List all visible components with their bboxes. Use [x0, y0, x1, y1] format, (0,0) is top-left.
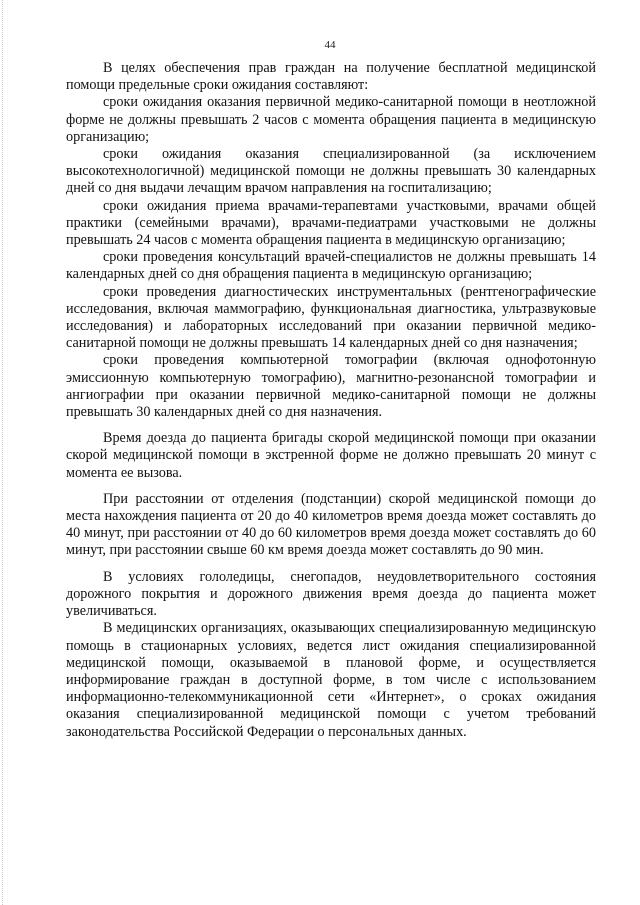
paragraph-district-doctors: сроки ожидания приема врачами-терапевтами участковыми, врачами общей практики (семейными врачами), врачами-педиатрами участковыми не должны превышать 24 часов с момента обращения пациента в медицинскую организацию; — [66, 197, 596, 249]
paragraph-specialized-care: сроки ожидания оказания специализированной (за исключением высокотехнологичной) медицинской помощи не должны превышать 30 календарных дней со дня выдачи лечащим врачом направления на госпитализацию; — [66, 146, 596, 197]
scan-edge-line — [2, 0, 4, 905]
paragraph-primary-care-urgent: сроки ожидания оказания первичной медико-санитарной помощи в неотложной форме не должны превышать 2 часов с момента обращения пациента в медицинскую организацию; — [66, 94, 596, 145]
paragraph-diagnostics: сроки проведения диагностических инструментальных (рентгенографические исследования, включая маммографию, функциональная диагностика, ультразвуковые исследования) и лабораторных исследований при оказании первичной медико-санитарной помощи не должны превышать 14 календарных дней со дня назначения; — [66, 283, 596, 352]
paragraph-intro: В целях обеспечения прав граждан на получение бесплатной медицинской помощи предельные сроки ожидания составляют: — [66, 60, 596, 94]
paragraph-specialist-consultations: сроки проведения консультаций врачей-специалистов не должны превышать 14 календарных дней со дня обращения пациента в медицинскую организацию; — [66, 249, 596, 283]
paragraph-ambulance-distance: При расстоянии от отделения (подстанции) скорой медицинской помощи до места нахождения пациента от 20 до 40 километров время доезда может составлять до 40 минут, при расстоянии от 40 до 60 километров время доезда может составлять до 60 минут, при расстоянии свыше 60 км время доезда может составлять до 90 мин. — [66, 490, 596, 559]
paragraph-waiting-list: В медицинских организациях, оказывающих специализированную медицинскую помощь в стационарных условиях, ведется лист ожидания специализированной медицинской помощи, оказываемой в плановой форме, и осуществляется информирование граждан в доступной форме, в том числе с использованием информационно-телекоммуникационной сети «Интернет», о сроках ожидания оказания специализированной медицинской помощи с учетом требований законодательства Российской Федерации о персональных данных. — [66, 620, 596, 740]
document-body — [66, 60, 596, 741]
page-number: 44 — [324, 39, 336, 51]
paragraph-tomography: сроки проведения компьютерной томографии (включая однофотонную эмиссионную компьютерную томографию), магнитно-резонансной томографии и ангиографии при оказании первичной медико-санитарной помощи не должны превышать 30 календарных дней со дня назначения. — [66, 352, 596, 421]
paragraph-ambulance-time: Время доезда до пациента бригады скорой медицинской помощи при оказании скорой медицинской помощи в экстренной форме не должно превышать 20 минут с момента ее вызова. — [66, 430, 596, 481]
paragraph-weather-conditions: В условиях гололедицы, снегопадов, неудовлетворительного состояния дорожного покрытия и дорожного движения время доезда до пациента может увеличиваться. — [66, 568, 596, 620]
